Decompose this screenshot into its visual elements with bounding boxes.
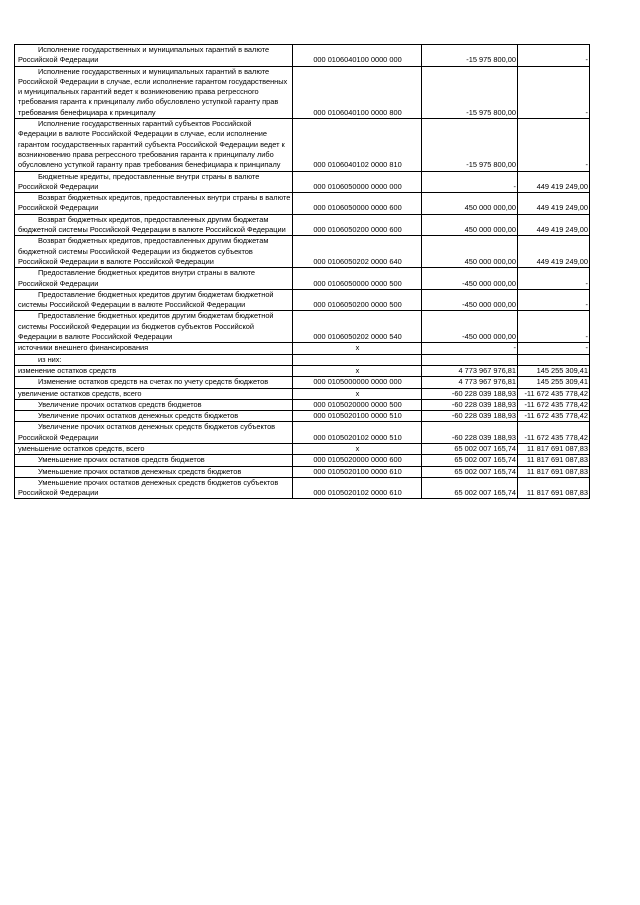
row-name-cell <box>15 411 293 422</box>
row-code: 000 0105020102 0000 510 <box>293 422 422 444</box>
row-name: Уменьшение прочих остатков денежных средств бюджетов <box>38 466 242 476</box>
row-name-cell <box>15 455 293 466</box>
row-name-cell <box>15 377 293 388</box>
row-name: Предоставление бюджетных кредитов другим бюджетам бюджетной системы Российской Федерации из бюджетов субъектов Российской Федерации в валюте Российской Федерации <box>18 311 274 342</box>
row-name-cell <box>15 343 293 354</box>
table-row <box>15 214 590 236</box>
row-name: Бюджетные кредиты, предоставленные внутри страны в валюте Российской Федерации <box>18 171 260 191</box>
table-row <box>15 343 590 354</box>
row-name: Исполнение государственных и муниципальных гарантий в валюте Российской Федерации в случае, если исполнение гарантом государственных и муниципальных гарантий ведет к возникновению права регрессного требования гаранта к принципалу либо обусловлено уступкой гаранту прав требования бенефициара к принципалу <box>18 66 288 117</box>
row-name: Уменьшение прочих остатков средств бюджетов <box>38 455 205 465</box>
table-row <box>15 377 590 388</box>
budget-sources-table <box>14 44 590 499</box>
row-executed-value: 449 419 249,00 <box>518 236 590 268</box>
row-code <box>293 354 422 365</box>
row-code: x <box>293 388 422 399</box>
row-name: Увеличение прочих остатков средств бюджетов <box>38 399 202 409</box>
table-row <box>15 443 590 454</box>
row-name: Возврат бюджетных кредитов, предоставленных другим бюджетам бюджетной системы Российской Федерации в валюте Российской Федерации <box>18 214 286 235</box>
row-executed-value: 11 817 691 087,83 <box>518 466 590 477</box>
row-executed-value: - <box>518 119 590 171</box>
row-name-cell <box>15 119 293 171</box>
row-code: 000 0105000000 0000 000 <box>293 377 422 388</box>
row-name: Исполнение государственных и муниципальных гарантий в валюте Российской Федерации <box>18 45 270 65</box>
row-name-cell <box>15 399 293 410</box>
table-row <box>15 66 590 118</box>
row-name-cell <box>15 443 293 454</box>
row-name-cell <box>15 388 293 399</box>
table-row <box>15 45 590 67</box>
row-executed-value: 449 419 249,00 <box>518 171 590 193</box>
row-executed-value: - <box>518 66 590 118</box>
table-row <box>15 171 590 193</box>
row-name-cell <box>15 45 293 67</box>
row-name-cell <box>15 365 293 376</box>
row-executed-value: - <box>518 343 590 354</box>
row-name-cell <box>15 289 293 311</box>
table-row <box>15 411 590 422</box>
row-executed-value: - <box>518 268 590 290</box>
table-row <box>15 311 590 343</box>
row-name: Возврат бюджетных кредитов, предоставленных другим бюджетам бюджетной системы Российской Федерации из бюджетов субъектов Российской Федерации в валюте Российской Федерации <box>18 236 269 266</box>
row-approved-value: 450 000 000,00 <box>422 214 518 236</box>
row-approved-value: -15 975 800,00 <box>422 66 518 118</box>
row-code: 000 0105020000 0000 500 <box>293 399 422 410</box>
row-executed-value: 11 817 691 087,83 <box>518 455 590 466</box>
row-approved-value: 65 002 007 165,74 <box>422 466 518 477</box>
row-name: Увеличение прочих остатков денежных средств бюджетов <box>38 411 239 421</box>
table-body <box>15 45 590 499</box>
row-code: x <box>293 443 422 454</box>
table-row <box>15 193 590 215</box>
row-name: источники внешнего финансирования <box>18 343 149 353</box>
row-code: 000 0106050200 0000 500 <box>293 289 422 311</box>
row-code: 000 0106050000 0000 500 <box>293 268 422 290</box>
row-executed-value: -11 672 435 778,42 <box>518 388 590 399</box>
row-executed-value: 145 255 309,41 <box>518 365 590 376</box>
row-executed-value: - <box>518 289 590 311</box>
row-executed-value: -11 672 435 778,42 <box>518 422 590 444</box>
table-row <box>15 354 590 365</box>
row-name: Увеличение прочих остатков денежных средств бюджетов субъектов Российской Федерации <box>18 422 276 442</box>
row-executed-value: 145 255 309,41 <box>518 377 590 388</box>
row-executed-value <box>518 354 590 365</box>
row-code: 000 0106040100 0000 800 <box>293 66 422 118</box>
row-code: 000 0105020000 0000 600 <box>293 455 422 466</box>
row-name-cell <box>15 311 293 343</box>
row-approved-value: - <box>422 171 518 193</box>
table-row <box>15 289 590 311</box>
row-executed-value: 449 419 249,00 <box>518 214 590 236</box>
row-approved-value: -60 228 039 188,93 <box>422 399 518 410</box>
row-name-cell <box>15 66 293 118</box>
row-name-cell <box>15 193 293 215</box>
row-approved-value: 4 773 967 976,81 <box>422 377 518 388</box>
row-approved-value: -450 000 000,00 <box>422 311 518 343</box>
row-approved-value <box>422 354 518 365</box>
row-approved-value: -450 000 000,00 <box>422 268 518 290</box>
row-approved-value: -15 975 800,00 <box>422 119 518 171</box>
row-name-cell <box>15 466 293 477</box>
row-name: увеличение остатков средств, всего <box>18 388 142 398</box>
row-executed-value: 11 817 691 087,83 <box>518 443 590 454</box>
row-name-cell <box>15 171 293 193</box>
row-code: 000 0105020100 0000 610 <box>293 466 422 477</box>
row-code: 000 0106050000 0000 000 <box>293 171 422 193</box>
row-name: Исполнение государственных гарантий субъектов Российской Федерации в валюте Российской Федерации в случае, если исполнение гарантом государственных гарантий субъекта Российской Федерации ведет к возникновению права регрессного требования гаранта к принципалу либо обусловлено уступкой гаранту прав требования бенефициара к принципалу <box>18 119 285 170</box>
row-code: 000 0105020102 0000 610 <box>293 477 422 499</box>
table-row <box>15 119 590 171</box>
row-approved-value: 4 773 967 976,81 <box>422 365 518 376</box>
row-name: Возврат бюджетных кредитов, предоставленных внутри страны в валюте Российской Федерации <box>18 193 291 213</box>
row-approved-value: - <box>422 343 518 354</box>
table-row <box>15 466 590 477</box>
row-executed-value: 11 817 691 087,83 <box>518 477 590 499</box>
row-code: 000 0106050000 0000 600 <box>293 193 422 215</box>
table-row <box>15 477 590 499</box>
row-name: уменьшение остатков средств, всего <box>18 443 145 453</box>
row-approved-value: 450 000 000,00 <box>422 193 518 215</box>
table-row <box>15 365 590 376</box>
row-name-cell <box>15 236 293 268</box>
row-name: изменение остатков средств <box>18 365 117 375</box>
row-name-cell <box>15 354 293 365</box>
row-code: 000 0106040102 0000 810 <box>293 119 422 171</box>
row-approved-value: 65 002 007 165,74 <box>422 443 518 454</box>
row-approved-value: -60 228 039 188,93 <box>422 388 518 399</box>
row-approved-value: -60 228 039 188,93 <box>422 422 518 444</box>
row-approved-value: -450 000 000,00 <box>422 289 518 311</box>
row-approved-value: 65 002 007 165,74 <box>422 455 518 466</box>
row-name: из них: <box>38 354 62 364</box>
table-row <box>15 236 590 268</box>
row-executed-value: -11 672 435 778,42 <box>518 399 590 410</box>
row-approved-value: -60 228 039 188,93 <box>422 411 518 422</box>
table-row <box>15 388 590 399</box>
row-code: 000 0106050200 0000 600 <box>293 214 422 236</box>
row-executed-value: - <box>518 311 590 343</box>
table-row <box>15 268 590 290</box>
row-name: Предоставление бюджетных кредитов внутри страны в валюте Российской Федерации <box>18 268 256 288</box>
row-code: x <box>293 365 422 376</box>
table-row <box>15 399 590 410</box>
row-code: 000 0106050202 0000 640 <box>293 236 422 268</box>
row-name: Предоставление бюджетных кредитов другим бюджетам бюджетной системы Российской Федерации в валюте Российской Федерации <box>18 289 274 310</box>
row-code: 000 0106050202 0000 540 <box>293 311 422 343</box>
row-code: 000 0106040100 0000 000 <box>293 45 422 67</box>
row-approved-value: -15 975 800,00 <box>422 45 518 67</box>
row-executed-value: - <box>518 45 590 67</box>
table-row <box>15 455 590 466</box>
row-name: Уменьшение прочих остатков денежных средств бюджетов субъектов Российской Федерации <box>18 477 279 498</box>
row-name-cell <box>15 214 293 236</box>
table-row <box>15 422 590 444</box>
row-code: x <box>293 343 422 354</box>
row-executed-value: 449 419 249,00 <box>518 193 590 215</box>
row-name-cell <box>15 477 293 499</box>
row-approved-value: 450 000 000,00 <box>422 236 518 268</box>
row-approved-value: 65 002 007 165,74 <box>422 477 518 499</box>
row-code: 000 0105020100 0000 510 <box>293 411 422 422</box>
row-name-cell <box>15 422 293 444</box>
row-name-cell <box>15 268 293 290</box>
row-executed-value: -11 672 435 778,42 <box>518 411 590 422</box>
row-name: Изменение остатков средств на счетах по учету средств бюджетов <box>38 377 269 387</box>
